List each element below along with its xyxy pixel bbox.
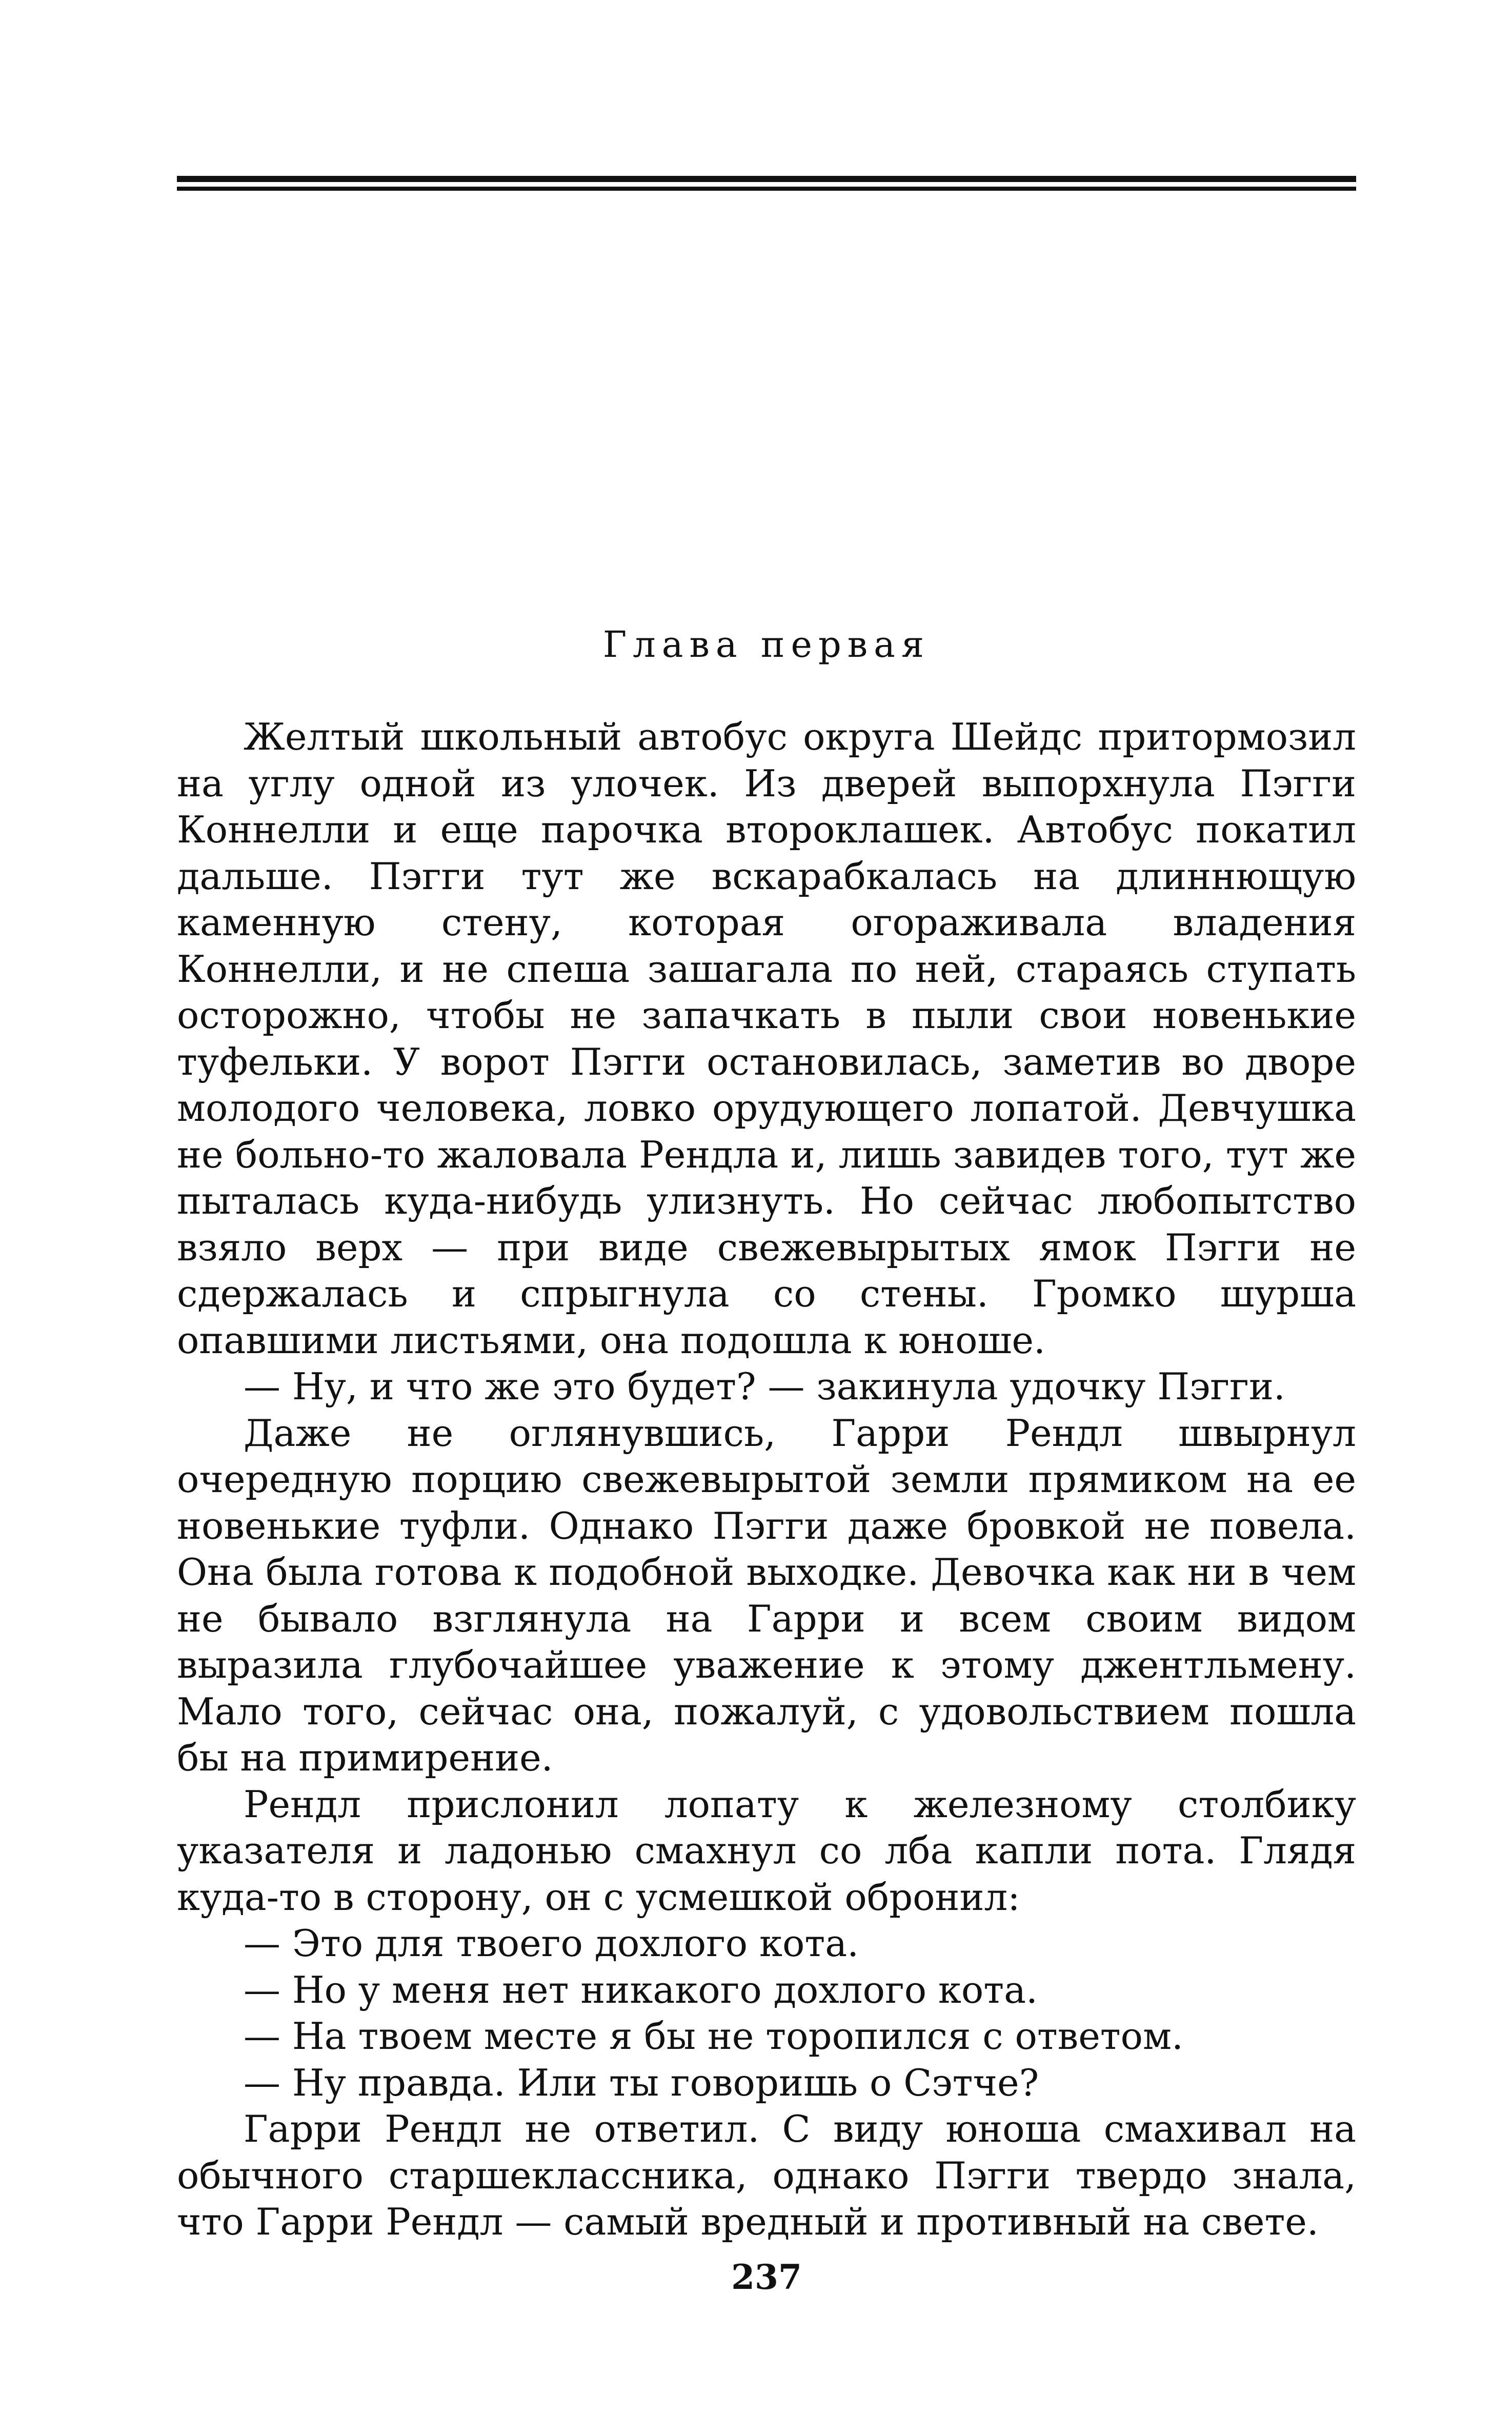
- paragraph: — Ну, и что же это будет? — закинула удочку Пэгги.: [244, 1365, 1285, 1408]
- header-rule-thin: [177, 187, 1356, 191]
- header-rule-thick: [177, 176, 1356, 182]
- paragraph: — Ну правда. Или ты говоришь о Сэтче?: [244, 2061, 1039, 2104]
- paragraph: Гарри Рендл не ответил. С виду юноша смахивал на обычного старшеклассника, однако Пэгги твердо знала, что Гарри Рендл — самый вредный и противный на свете.: [177, 2107, 1356, 2243]
- paragraph: — Но у меня нет никакого дохлого кота.: [244, 1968, 1038, 2011]
- paragraph: Желтый школьный автобус округа Шейдс притормозил на углу одной из улочек. Из дверей выпорхнула Пэгги Коннелли и еще парочка второклашек. Автобус покатил дальше. Пэгги тут же вскарабкалась на длиннющую каменную стену, которая огораживала владения Коннелли, и не спеша зашагала по ней, стараясь ступать осторожно, чтобы не запачкать в пыли свои новенькие туфельки. У ворот Пэгги остановилась, заметив во дворе молодого человека, ловко орудующего лопатой. Девчушка не больно-то жаловала Рендла и, лишь завидев того, тут же пыталась куда-нибудь улизнуть. Но сейчас любопытство взяло верх — при виде свежевырытых ямок Пэгги не сдержалась и спрыгнула со стены. Громко шурша опавшими листьями, она подошла к юноше.: [177, 715, 1356, 1362]
- paragraph: — На твоем месте я бы не торопился с ответом.: [244, 2015, 1183, 2058]
- paragraph: Даже не оглянувшись, Гарри Рендл швырнул очередную порцию свежевырытой земли прямиком на ее новенькие туфли. Однако Пэгги даже бровкой не повела. Она была готова к подобной выходке. Девочка как ни в чем не бывало взглянула на Гарри и всем своим видом выразила глубочайшее уважение к этому джентльмену. Мало того, сейчас она, пожалуй, с удовольствием пошла бы на примирение.: [177, 1411, 1356, 1779]
- paragraph: — Это для твоего дохлого кота.: [244, 1922, 859, 1965]
- paragraph: Рендл прислонил лопату к железному столбику указателя и ладонью смахнул со лба капли пота. Глядя куда-то в сторону, он с усмешкой обронил:: [177, 1782, 1356, 1919]
- body-text: [177, 714, 1356, 2245]
- page-number: 237: [731, 2257, 802, 2297]
- chapter-title: Глава первая: [602, 623, 931, 666]
